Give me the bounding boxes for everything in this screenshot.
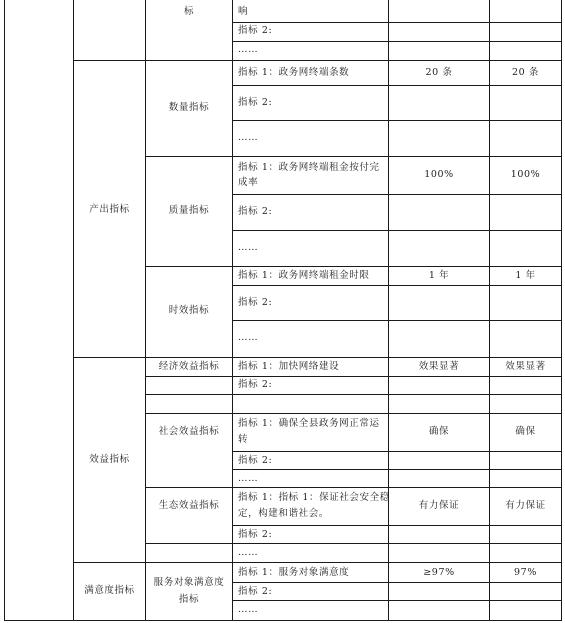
row-divider [232,230,562,231]
indicator-text: 指标 1：政务网终端租金时限 [238,270,370,281]
level2-label-timeliness: 时效指标 [168,305,210,316]
group-divider [73,562,562,563]
row-divider [145,376,562,377]
indicator-text: 指标 1：政务网终端租金按付完 [238,162,380,173]
indicator-text: 指标 1：指标 1：保证社会安全稳 [238,492,390,503]
table-border-right [561,0,562,621]
indicator-text: 指标 1：服务对象满意度 [238,567,350,578]
target-value: ≥97% [423,567,455,578]
actual-value: 1 年 [515,270,536,281]
level2-label-quantity: 数量指标 [168,102,210,113]
row-divider [232,194,562,195]
row-divider [232,22,562,23]
row-divider [145,543,562,544]
indicator-text: …… [238,547,259,558]
level1-label-output: 产出指标 [89,204,130,215]
subgroup-divider [145,413,562,414]
indicator-text: 指标 1：政务网终端条数 [238,67,350,78]
table-border-bottom [4,620,562,621]
row-divider [232,41,562,42]
indicator-text: 指标 2: [238,25,273,36]
indicator-text: 转 [238,434,249,445]
actual-value: 确保 [515,426,536,437]
indicator-text: 指标 2: [238,297,273,308]
indicator-text: 指标 1：加快网络建设 [238,361,340,372]
target-value: 1 年 [428,270,450,281]
row-divider [232,451,562,452]
row-divider [232,469,562,470]
group-divider [73,357,562,358]
indicator-text: 定，构建和谐社会。 [238,508,329,519]
indicator-text: 指标 2: [238,97,273,108]
level2-label-economic: 经济效益指标 [158,361,220,372]
subgroup-divider [145,156,562,157]
actual-value: 效果显著 [505,361,546,372]
column-divider [73,0,74,621]
indicator-text: 指标 2: [238,529,273,540]
indicator-text: 指标 2: [238,586,273,597]
column-divider [232,0,233,621]
target-value: 效果显著 [418,361,460,372]
indicator-text: …… [238,332,259,343]
indicator-text: …… [238,44,259,55]
indicator-text: 指标 2: [238,379,273,390]
group-divider [73,60,562,61]
row-divider [232,85,562,86]
level1-label-satisfaction: 满意度指标 [84,585,135,596]
subgroup-divider [145,487,562,488]
column-divider [388,0,389,621]
actual-value: 20 条 [511,67,539,78]
row-divider [232,525,562,526]
row-divider [145,394,562,395]
row-divider [232,285,562,286]
indicator-text: …… [238,242,259,253]
row-divider [232,120,562,121]
level2-label-satisfaction: 指标 [178,594,200,605]
table-border-left [4,0,5,621]
row-divider [232,600,562,601]
column-divider [489,0,490,621]
indicator-text: …… [238,473,259,484]
row-divider [232,582,562,583]
actual-value: 100% [510,169,541,180]
actual-value: 97% [514,567,537,578]
indicator-text: 响 [238,6,249,17]
target-value: 100% [424,169,454,180]
indicator-name-tail: 标 [183,6,195,17]
level2-label-ecological: 生态效益指标 [158,500,220,511]
level2-label-social: 社会效益指标 [158,426,220,437]
subgroup-divider [145,266,562,267]
indicator-text: …… [238,132,259,143]
indicator-text: 成率 [238,177,259,188]
row-divider [232,320,562,321]
indicator-text: 指标 2: [238,206,273,217]
target-value: 20 条 [425,67,453,78]
level2-label-satisfaction: 服务对象满意度 [153,577,225,588]
target-value: 确保 [428,426,450,437]
level1-label-benefit: 效益指标 [89,454,130,465]
level2-label-quality: 质量指标 [168,205,210,216]
actual-value: 有力保证 [505,500,546,511]
indicator-text: 指标 2: [238,455,273,466]
indicator-text: 指标 1：确保全县政务网正常运 [238,418,380,429]
indicator-text: …… [238,604,259,615]
target-value: 有力保证 [418,500,460,511]
